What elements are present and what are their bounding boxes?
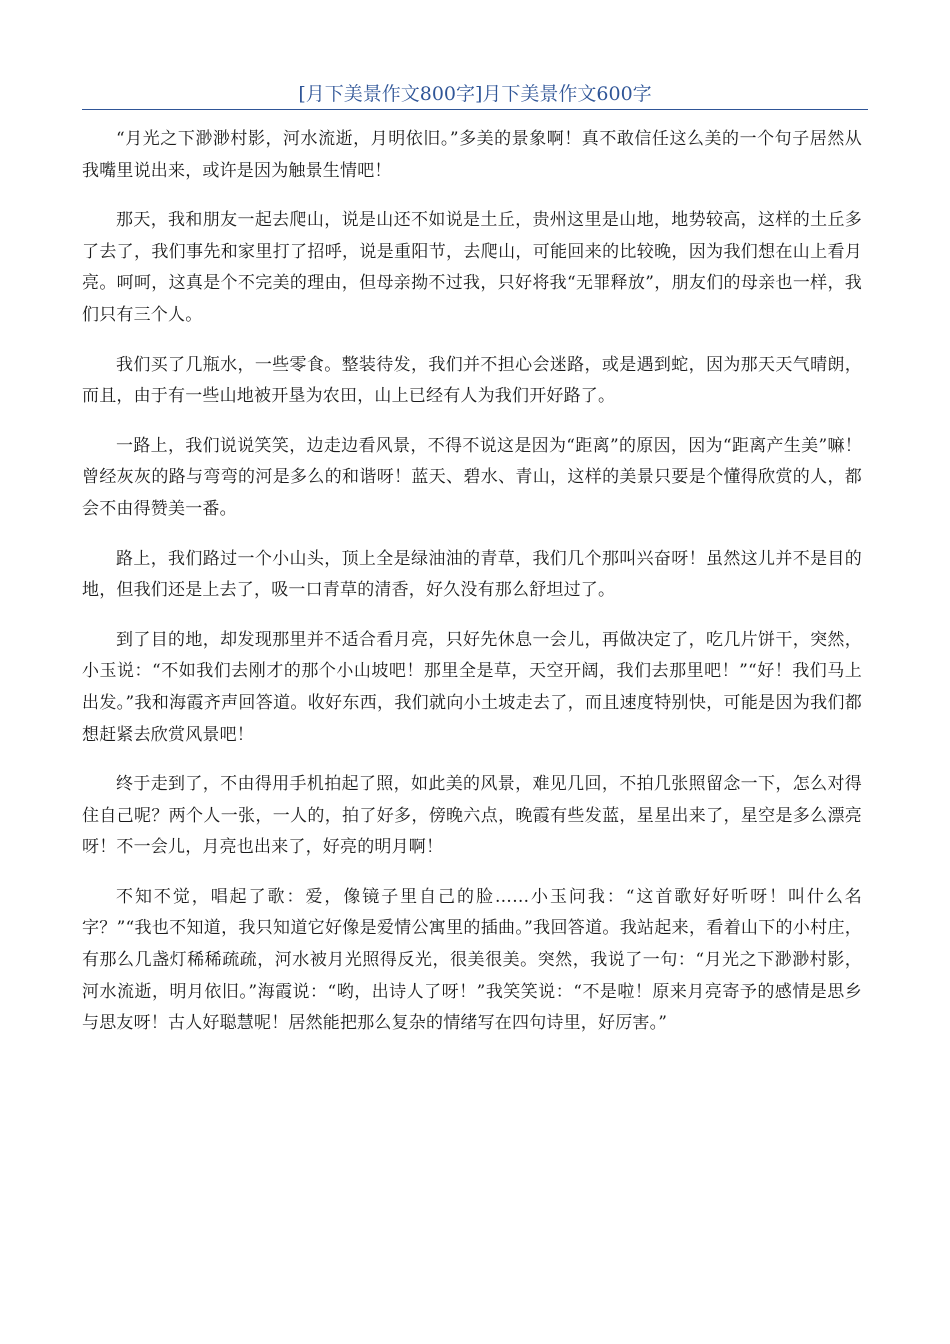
document-body: [82, 124, 862, 1058]
paragraph-6: 到了目的地，却发现那里并不适合看月亮，只好先休息一会儿，再做决定了，吃几片饼干，突然，小玉说：“不如我们去刚才的那个小山坡吧！那里全是草，天空开阔，我们去那里吧！”“好！我们马上出发。”我和海霞齐声回答道。收好东西，我们就向小土坡走去了，而且速度特别快，可能是因为我们都想赶紧去欣赏风景吧！: [82, 629, 862, 745]
paragraph-7: 终于走到了，不由得用手机拍起了照，如此美的风景，难见几回，不拍几张照留念一下，怎么对得住自己呢？两个人一张，一人的，拍了好多，傍晚六点，晚霞有些发蓝，星星出来了，星空是多么漂亮呀！不一会儿，月亮也出来了，好亮的明月啊！: [82, 774, 862, 858]
document-title: [月下美景作文800字]月下美景作文600字: [298, 83, 652, 105]
title-underline: [82, 109, 868, 110]
paragraph-4: 一路上，我们说说笑笑，边走边看风景，不得不说这是因为“距离”的原因，因为“距离产生美”嘛！曾经灰灰的路与弯弯的河是多么的和谐呀！蓝天、碧水、青山，这样的美景只要是个懂得欣赏的人，都会不由得赞美一番。: [82, 435, 862, 519]
paragraph-1: “月光之下渺渺村影，河水流逝，月明依旧。”多美的景象啊！真不敢信任这么美的一个句子居然从我嘴里说出来，或许是因为触景生情吧！: [82, 129, 862, 181]
paragraph-5: 路上，我们路过一个小山头，顶上全是绿油油的青草，我们几个那叫兴奋呀！虽然这儿并不是目的地，但我们还是上去了，吸一口青草的清香，好久没有那么舒坦过了。: [82, 548, 862, 601]
paragraph-8: 不知不觉，唱起了歌：爱，像镜子里自己的脸……小玉问我：“这首歌好好听呀！叫什么名字？”“我也不知道，我只知道它好像是爱情公寓里的插曲。”我回答道。我站起来，看着山下的小村庄，有那么几盏灯稀稀疏疏，河水被月光照得反光，很美很美。突然，我说了一句：“月光之下渺渺村影，河水流逝，明月依旧。”海霞说：“哟，出诗人了呀！”我笑笑说：“不是啦！原来月亮寄予的感情是思乡与思友呀！古人好聪慧呢！居然能把那么复杂的情绪写在四句诗里，好厉害。”: [82, 886, 862, 1034]
paragraph-3: 我们买了几瓶水，一些零食。整装待发，我们并不担心会迷路，或是遇到蛇，因为那天天气晴朗，而且，由于有一些山地被开垦为农田，山上已经有人为我们开好路了。: [82, 354, 862, 407]
paragraph-2: 那天，我和朋友一起去爬山，说是山还不如说是土丘，贵州这里是山地，地势较高，这样的土丘多了去了，我们事先和家里打了招呼，说是重阳节，去爬山，可能回来的比较晚，因为我们想在山上看月亮。呵呵，这真是个不完美的理由，但母亲拗不过我，只好将我“无罪释放”，朋友们的母亲也一样，我们只有三个人。: [82, 210, 862, 325]
